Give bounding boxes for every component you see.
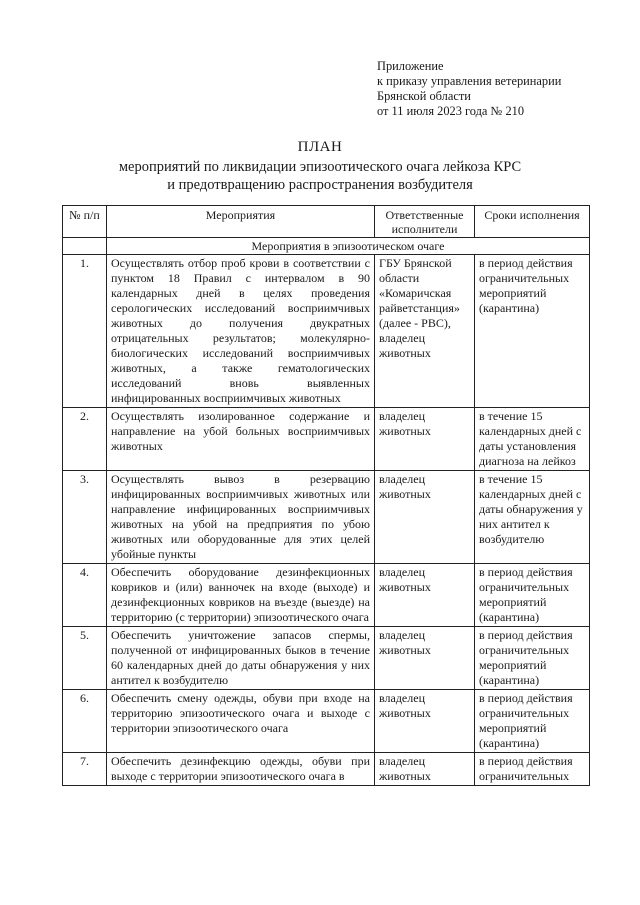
table-row [63,255,590,408]
row-deadline: в течение 15 календарных дней с даты установления диагноза на лейкоз [475,408,590,471]
row-deadline: в период действия ограничительных мероприятий (карантина) [475,255,590,408]
appendix-line: Приложение [377,59,444,73]
header-deadline: Сроки исполнения [475,206,590,238]
table-row [63,627,590,690]
table-row [63,564,590,627]
appendix-line: Брянской области [377,89,471,103]
table-row [63,753,590,786]
row-action: Обеспечить оборудование дезинфекционных ковриков и (или) ванночек на входе (выходе) и дезинфекционных ковриков на въезде (выезде) на территорию (с территории) эпизоотического очага [107,564,375,627]
document-title [60,138,580,194]
row-responsible: владелец животных [375,471,475,564]
row-num: 1. [63,255,107,408]
section-row [63,238,590,255]
title-line: и предотвращению распространения возбудителя [167,177,473,193]
row-responsible: владелец животных [375,753,475,786]
title-line: мероприятий по ликвидации эпизоотического очага лейкоза КРС [118,159,522,175]
table-row [63,471,590,564]
row-action: Обеспечить дезинфекцию одежды, обуви при выходе с территории эпизоотического очага в [107,753,375,786]
table-header-row [63,206,590,238]
row-responsible: владелец животных [375,627,475,690]
appendix-block [377,59,561,119]
row-num: 7. [63,753,107,786]
row-action: Осуществлять отбор проб крови в соответствии с пунктом 18 Правил с интервалом в 90 календарных дней в целях проведения серологических исследований восприимчивых животных до получения двукратных отрицательных результатов; молекулярно-биологических исследований восприимчивых животных, а также гематологических исследований вновь выявленных инфицированных восприимчивых животных [107,255,375,408]
header-responsible: Ответственные исполнители [375,206,475,238]
row-responsible: владелец животных [375,564,475,627]
header-num: № п/п [63,206,107,238]
row-num: 2. [63,408,107,471]
row-deadline: в период действия ограничительных мероприятий (карантина) [475,690,590,753]
table-row [63,408,590,471]
row-num: 3. [63,471,107,564]
row-deadline: в период действия ограничительных [475,753,590,786]
row-responsible: ГБУ Брянской области «Комаричская райветстанция» (далее - РВС), владелец животных [375,255,475,408]
row-responsible: владелец животных [375,408,475,471]
row-deadline: в течение 15 календарных дней с даты обнаружения у них антител к возбудителю [475,471,590,564]
row-action: Осуществлять вывоз в резервацию инфицированных восприимчивых животных или направление инфицированных восприимчивых животных на убой на предприятия по убою животных или оборудованные для этих целей убойные пункты [107,471,375,564]
plan-table [62,205,590,786]
section-title: Мероприятия в эпизоотическом очаге [107,238,590,255]
row-action: Осуществлять изолированное содержание и направление на убой больных восприимчивых животных [107,408,375,471]
row-action: Обеспечить уничтожение запасов спермы, полученной от инфицированных быков в течение 60 календарных дней до даты обнаружения у них антител к возбудителю [107,627,375,690]
appendix-line: к приказу управления ветеринарии [377,74,562,88]
row-num: 4. [63,564,107,627]
title-heading: ПЛАН [297,139,343,155]
row-deadline: в период действия ограничительных мероприятий (карантина) [475,627,590,690]
appendix-line: от 11 июля 2023 года № 210 [377,104,525,118]
table-row [63,690,590,753]
row-deadline: в период действия ограничительных мероприятий (карантина) [475,564,590,627]
row-num: 6. [63,690,107,753]
row-action: Обеспечить смену одежды, обуви при входе на территорию эпизоотического очага и выходе с территории эпизоотического очага [107,690,375,753]
row-num: 5. [63,627,107,690]
row-responsible: владелец животных [375,690,475,753]
header-action: Мероприятия [107,206,375,238]
